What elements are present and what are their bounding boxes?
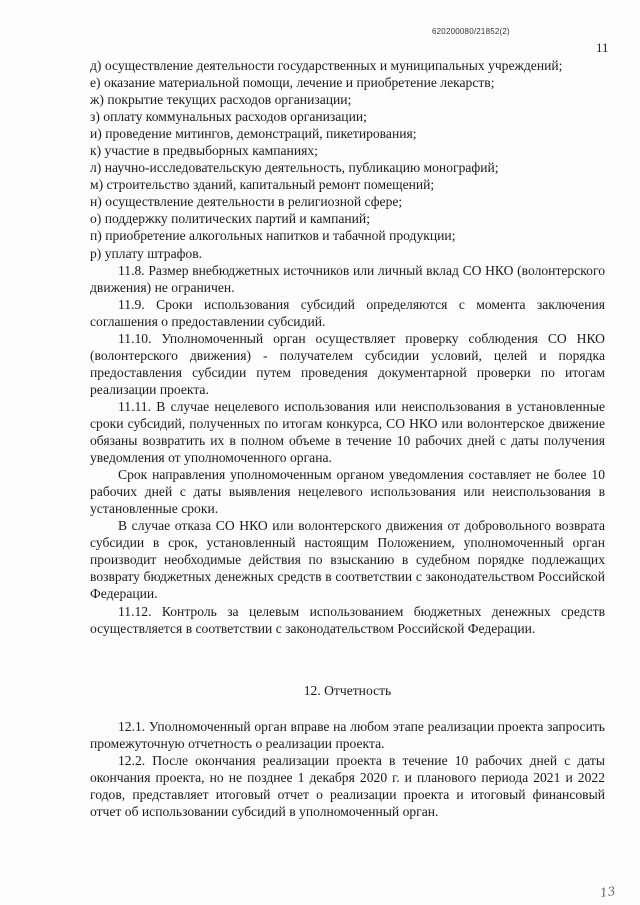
list-item: к) участие в предвыборных кампаниях; xyxy=(90,143,318,159)
list-item: ж) покрытие текущих расходов организации; xyxy=(90,92,352,108)
list-item: з) оплату коммунальных расходов организации; xyxy=(90,109,367,125)
list-item: р) уплату штрафов. xyxy=(90,245,203,261)
list-item: е) оказание материальной помощи, лечение и приобретение лекарств; xyxy=(90,75,495,91)
paragraph-11-12: 11.12. Контроль за целевым использованием бюджетных денежных средств осуществляется в соответствии с законодательством Российской Федерации. xyxy=(90,603,605,636)
handwritten-page-mark: 13 xyxy=(599,884,617,900)
document-number: 620200080/21852(2) xyxy=(432,27,510,36)
list-item: л) научно-исследовательскую деятельность, публикацию монографий; xyxy=(90,160,499,176)
paragraph-11-8: 11.8. Размер внебюджетных источников или личный вклад СО НКО (волонтерского движения) не ограничен. xyxy=(90,262,605,295)
paragraph-refusal: В случае отказа СО НКО или волонтерского движения от добровольного возврата субсидии в срок, установленный настоящим Положением, уполномоченный орган производит необходимые действия по взысканию в судебном порядке подлежащих возврату бюджетных денежных средств в соответствии с законодательством Российской Федерации. xyxy=(90,518,605,602)
list-item: п) приобретение алкогольных напитков и табачной продукции; xyxy=(90,228,456,244)
section-heading: 12. Отчетность xyxy=(303,683,392,698)
page-number: 11 xyxy=(596,40,609,55)
paragraph-11-10: 11.10. Уполномоченный орган осуществляет проверку соблюдения СО НКО (волонтерского движения) - получателем субсидии условий, целей и порядка предоставления субсидии путем проведения документарной проверки по итогам реализации проекта. xyxy=(90,330,605,397)
list-item: н) осуществление деятельности в религиозной сфере; xyxy=(90,194,403,210)
paragraph-notice-term: Срок направления уполномоченным органом уведомления составляет не более 10 рабочих дней с даты выявления нецелевого использования или неиспользования в установленные сроки. xyxy=(90,467,605,517)
paragraph-12-1: 12.1. Уполномоченный орган вправе на любом этапе реализации проекта запросить промежуточную отчетность о реализации проекта. xyxy=(90,719,605,752)
list-item: м) строительство зданий, капитальный ремонт помещений; xyxy=(90,177,435,193)
paragraph-12-2: 12.2. После окончания реализации проекта в течение 10 рабочих дней с даты окончания проекта, но не позднее 1 декабря 2020 г. и планового периода 2021 и 2022 годов, представляет итоговый отчет о реализации проекта и итоговый финансовый отчет об использовании субсидий в уполномоченный орган. xyxy=(90,753,605,820)
paragraph-11-9: 11.9. Сроки использования субсидий определяются с момента заключения соглашения о предоставлении субсидий. xyxy=(90,296,605,329)
paragraph-11-11: 11.11. В случае нецелевого использования или неиспользования в установленные сроки субсидий, полученных по итогам конкурса, СО НКО или волонтерское движение обязаны возвратить их в полном объеме в течение 10 рабочих дней с даты получения уведомления от уполномоченного органа. xyxy=(90,398,605,466)
list-item: о) поддержку политических партий и кампаний; xyxy=(90,211,370,227)
list-item: д) осуществление деятельности государственных и муниципальных учреждений; xyxy=(90,58,563,73)
list-item: и) проведение митингов, демонстраций, пикетирования; xyxy=(90,126,417,142)
section-body xyxy=(90,718,605,820)
document-body xyxy=(90,57,605,637)
restrictions-list xyxy=(90,57,605,262)
